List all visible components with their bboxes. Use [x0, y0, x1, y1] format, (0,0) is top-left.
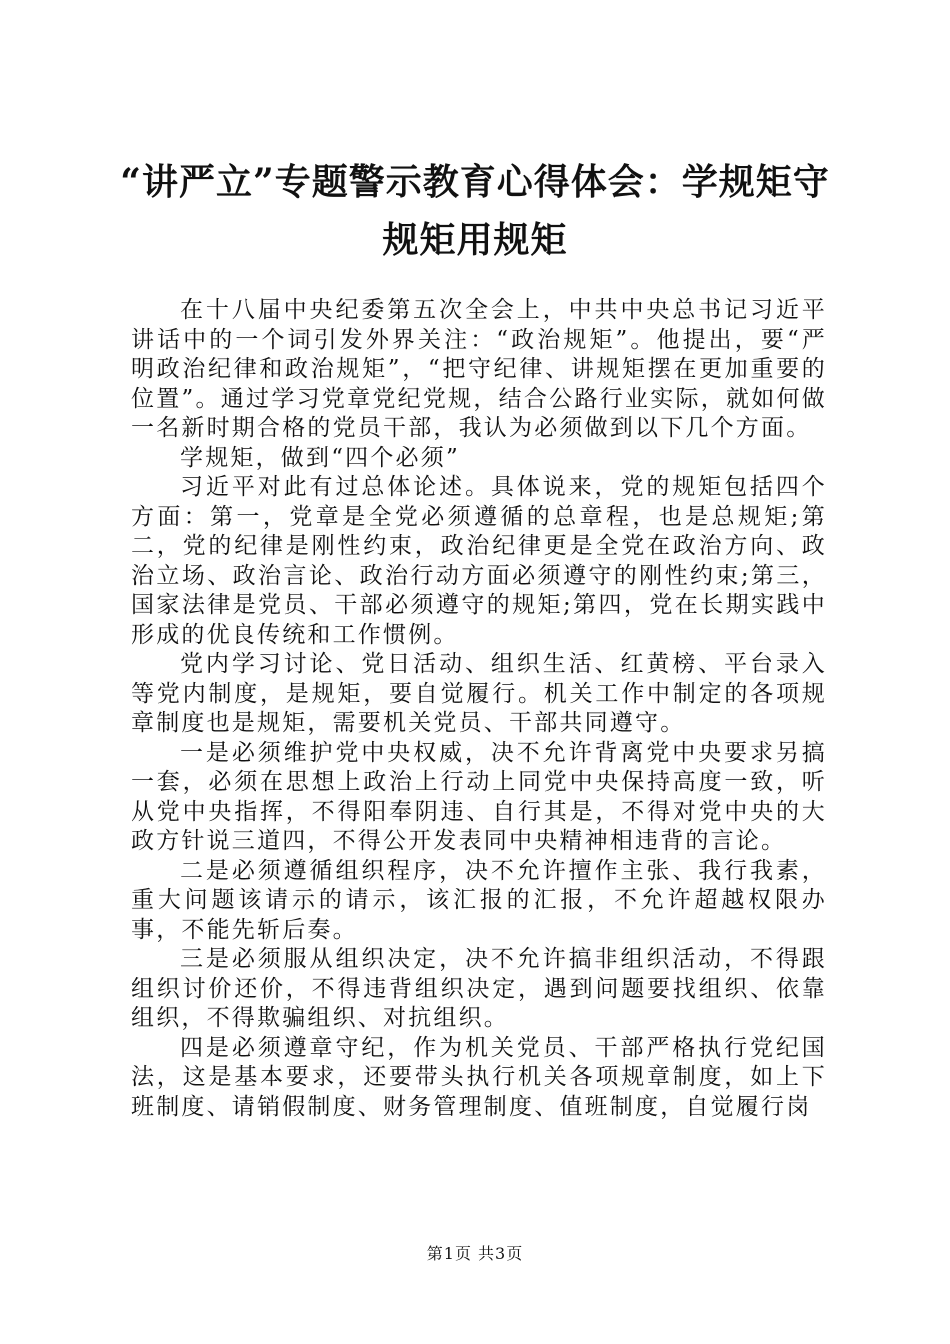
section-heading: 学规矩，做到“四个必须” — [180, 444, 460, 471]
paragraph-point-two: 二是必须遵循组织程序，决不允许擅作主张、我行我素，重大问题该请示的请示，该汇报的汇报，不允许超越权限办事，不能先斩后奏。 — [131, 857, 827, 943]
paragraph-party-systems: 党内学习讨论、党日活动、组织生活、红黄榜、平台录入等党内制度，是规矩，要自觉履行。机关工作中制定的各项规章制度也是规矩，需要机关党员、干部共同遵守。 — [131, 651, 827, 736]
paragraph-point-one: 一是必须维护党中央权威，决不允许背离党中央要求另搞一套，必须在思想上政治上行动上同党中央保持高度一致，听从党中央指挥，不得阳奉阴违、自行其是，不得对党中央的大政方针说三道四，不得公开发表同中央精神相违背的言论。 — [131, 739, 827, 854]
page-number-footer: 第1页 共3页 — [426, 1244, 524, 1263]
document-body — [131, 296, 827, 1122]
paragraph-point-four: 四是必须遵章守纪，作为机关党员、干部严格执行党纪国法，这是基本要求，还要带头执行机关各项规章制度，如上下班制度、请销假制度、财务管理制度、值班制度，自觉履行岗 — [131, 1034, 827, 1120]
paragraph-intro: 在十八届中央纪委第五次全会上，中共中央总书记习近平讲话中的一个词引发外界关注：“政治规矩”。他提出，要“严明政治纪律和政治规矩”，“把守纪律、讲规矩摆在更加重要的位置”。通过学习党章党纪党规，结合公路行业实际，就如何做一名新时期合格的党员干部，我认为必须做到以下几个方面。 — [131, 297, 827, 441]
paragraph-point-three: 三是必须服从组织决定，决不允许搞非组织活动，不得跟组织讨价还价，不得违背组织决定，遇到问题要找组织、依靠组织，不得欺骗组织、对抗组织。 — [131, 946, 827, 1031]
document-title-line-2: 规矩用规矩 — [382, 219, 568, 261]
document-title-line-1: “讲严立”专题警示教育心得体会：学规矩守 — [120, 161, 830, 203]
paragraph-four-aspects: 习近平对此有过总体论述。具体说来，党的规矩包括四个方面：第一，党章是全党必须遵循的总章程，也是总规矩;第二，党的纪律是刚性约束，政治纪律更是全党在政治方向、政治立场、政治言论、政治行动方面必须遵守的刚性约束;第三，国家法律是党员、干部必须遵守的规矩;第四，党在长期实践中形成的优良传统和工作惯例。 — [131, 474, 827, 648]
